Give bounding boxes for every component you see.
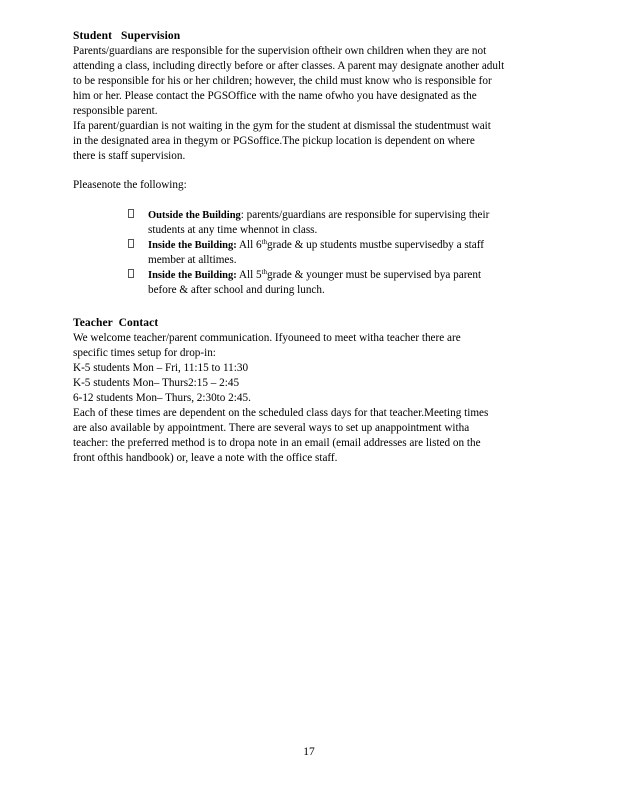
text-line: We welcome teacher/parent communication. Ifyouneed to meet witha teacher there are	[73, 332, 461, 344]
text-line: Ifa parent/guardian is not waiting in the gym for the student at dismissal the studentmust wait	[73, 120, 491, 132]
bullet-line: grade & up students mustbe supervisedby a staff	[267, 239, 485, 251]
text-line	[148, 268, 548, 283]
bullet-line: : parents/guardians are responsible for supervising their	[240, 209, 490, 221]
bullet-box-icon	[128, 269, 134, 278]
bullet-item	[128, 238, 548, 268]
text-line	[148, 208, 548, 223]
teacher-contact-paragraph	[73, 331, 553, 466]
bullet-box-icon	[128, 239, 134, 248]
bullet-text	[148, 238, 548, 268]
text-line: 6-12 students Mon– Thurs, 2:30to 2:45.	[73, 392, 251, 404]
bullet-pre: All 6	[236, 239, 262, 251]
teacher-contact-heading: Teacher Contact	[73, 317, 159, 329]
text-line: front ofthis handbook) or, leave a note with the office staff.	[73, 452, 338, 464]
dismissal-paragraph	[73, 119, 553, 164]
text-line: specific times setup for drop-in:	[73, 347, 216, 359]
bullet-item	[128, 208, 548, 238]
text-line: attending a class, including directly before or after classes. A parent may designate another adult	[73, 60, 505, 72]
text-line: students at any time whennot in class.	[148, 224, 318, 236]
text-line: member at alltimes.	[148, 254, 237, 266]
page-number: 17	[303, 746, 315, 758]
bullet-item	[128, 268, 548, 298]
note-label: Pleasenote the following:	[73, 179, 187, 191]
bullet-text	[148, 268, 548, 298]
bullet-text	[148, 208, 548, 238]
bullet-lead: Inside the Building:	[148, 240, 237, 251]
bullet-pre: All 5	[236, 269, 262, 281]
text-line: K-5 students Mon– Thurs2:15 – 2:45	[73, 377, 240, 389]
supervision-bullet-list	[128, 208, 548, 298]
bullet-line: grade & younger must be supervised bya parent	[267, 269, 482, 281]
text-line: are also available by appointment. There are several ways to set up anappointment witha	[73, 422, 470, 434]
text-line: K-5 students Mon – Fri, 11:15 to 11:30	[73, 362, 249, 374]
text-line: to be responsible for his or her children; however, the child must know who is responsible for	[73, 75, 492, 87]
text-line: Parents/guardians are responsible for the supervision oftheir own children when they are not	[73, 45, 487, 57]
ordinal-suffix: th	[261, 238, 268, 246]
text-line: there is staff supervision.	[73, 150, 186, 162]
bullet-lead: Outside the Building	[148, 210, 241, 221]
bullet-lead: Inside the Building:	[148, 270, 237, 281]
ordinal-suffix: th	[261, 268, 268, 276]
student-supervision-heading: Student Supervision	[73, 30, 181, 42]
text-line: in the designated area in thegym or PGSoffice.The pickup location is dependent on where	[73, 135, 475, 147]
text-line: teacher: the preferred method is to dropa note in an email (email addresses are listed on the	[73, 437, 481, 449]
bullet-box-icon	[128, 209, 134, 218]
supervision-intro-paragraph	[73, 44, 553, 119]
text-line	[148, 238, 548, 253]
text-line: before & after school and during lunch.	[148, 284, 325, 296]
text-line: Each of these times are dependent on the scheduled class days for that teacher.Meeting times	[73, 407, 489, 419]
text-line: responsible parent.	[73, 105, 158, 117]
text-line: him or her. Please contact the PGSOffice with the name ofwho you have designated as the	[73, 90, 477, 102]
